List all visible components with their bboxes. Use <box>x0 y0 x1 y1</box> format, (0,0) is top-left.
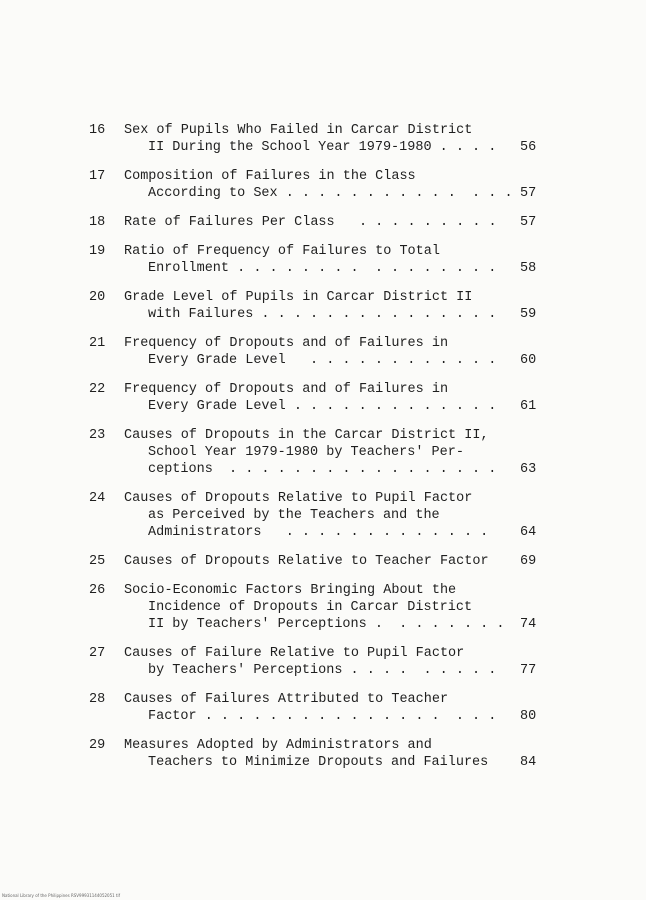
title-line: Every Grade Level . . . . . . . . . . . . <box>148 353 497 368</box>
toc-entry <box>89 490 569 541</box>
table-number: 27 <box>89 646 106 661</box>
title-line: Grade Level of Pupils in Carcar District II <box>124 290 473 305</box>
toc-entry <box>89 214 569 231</box>
title-line: Composition of Failures in the Class <box>124 169 416 184</box>
title-line: Factor . . . . . . . . . . . . . . . . . . <box>148 709 497 724</box>
page-number: 57 <box>520 186 537 201</box>
page-number: 58 <box>520 261 537 276</box>
title-line: Administrators . . . . . . . . . . . . . <box>148 525 489 540</box>
title-line: II by Teachers' Perceptions . . . . . . . . <box>148 617 505 632</box>
page-number: 64 <box>520 525 537 540</box>
title-line: Rate of Failures Per Class . . . . . . . . . <box>124 215 497 230</box>
toc-entry <box>89 122 569 156</box>
table-title <box>124 645 569 679</box>
page-number: 74 <box>520 617 537 632</box>
page-number: 57 <box>520 215 537 230</box>
title-line: with Failures . . . . . . . . . . . . . . . <box>148 307 497 322</box>
toc-entry <box>89 553 569 570</box>
page-number: 59 <box>520 307 537 322</box>
table-title <box>124 335 569 369</box>
toc-entry <box>89 691 569 725</box>
table-title <box>124 691 569 725</box>
title-line: Incidence of Dropouts in Carcar District <box>148 600 473 615</box>
table-title <box>124 582 569 633</box>
title-line: ceptions . . . . . . . . . . . . . . . . . <box>148 462 497 477</box>
title-line: Socio-Economic Factors Bringing About the <box>124 583 457 598</box>
title-line: Causes of Dropouts Relative to Pupil Factor <box>124 491 473 506</box>
table-number: 29 <box>89 738 106 753</box>
toc-entry <box>89 645 569 679</box>
title-line: Sex of Pupils Who Failed in Carcar District <box>124 123 473 138</box>
toc-entry <box>89 243 569 277</box>
page-number: 80 <box>520 709 537 724</box>
table-title <box>124 122 569 156</box>
table-number: 26 <box>89 583 106 598</box>
table-title <box>124 381 569 415</box>
page-number: 56 <box>520 140 537 155</box>
title-line: According to Sex . . . . . . . . . . . . . . <box>148 186 513 201</box>
title-line: Measures Adopted by Administrators and <box>124 738 432 753</box>
table-title <box>124 737 569 771</box>
title-line: as Perceived by the Teachers and the <box>148 508 440 523</box>
toc-entry <box>89 737 569 771</box>
toc-entry <box>89 168 569 202</box>
page-number: 69 <box>520 554 537 569</box>
title-line: Causes of Failure Relative to Pupil Factor <box>124 646 465 661</box>
title-line: Causes of Failures Attributed to Teacher <box>124 692 449 707</box>
toc-entry <box>89 582 569 633</box>
table-title <box>124 553 569 570</box>
title-line: Teachers to Minimize Dropouts and Failures <box>148 755 489 770</box>
title-line: Frequency of Dropouts and of Failures in <box>124 382 449 397</box>
toc-entry <box>89 335 569 369</box>
table-number: 23 <box>89 428 106 443</box>
title-line: Ratio of Frequency of Failures to Total <box>124 244 440 259</box>
table-title <box>124 243 569 277</box>
table-number: 19 <box>89 244 106 259</box>
title-line: Enrollment . . . . . . . . . . . . . . . . <box>148 261 497 276</box>
table-number: 22 <box>89 382 106 397</box>
table-title <box>124 427 569 478</box>
table-title <box>124 490 569 541</box>
table-number: 28 <box>89 692 106 707</box>
page-number: 77 <box>520 663 537 678</box>
table-number: 24 <box>89 491 106 506</box>
table-number: 21 <box>89 336 106 351</box>
scan-footer: National Library of the Philippines RSV99931144052051 tif <box>2 893 121 898</box>
toc-entry <box>89 381 569 415</box>
title-line: School Year 1979-1980 by Teachers' Per- <box>148 445 464 460</box>
title-line: Causes of Dropouts in the Carcar District II, <box>124 428 489 443</box>
table-number: 18 <box>89 215 106 230</box>
page-number: 60 <box>520 353 537 368</box>
table-number: 17 <box>89 169 106 184</box>
table-number: 16 <box>89 123 106 138</box>
table-number: 25 <box>89 554 106 569</box>
title-line: by Teachers' Perceptions . . . . . . . . . <box>148 663 497 678</box>
list-of-tables <box>89 122 569 783</box>
toc-entry <box>89 427 569 478</box>
table-title <box>124 168 569 202</box>
table-title <box>124 289 569 323</box>
page-number: 61 <box>520 399 537 414</box>
title-line: Frequency of Dropouts and of Failures in <box>124 336 449 351</box>
title-line: II During the School Year 1979-1980 . . . . <box>148 140 497 155</box>
title-line: Every Grade Level . . . . . . . . . . . . . <box>148 399 497 414</box>
table-number: 20 <box>89 290 106 305</box>
title-line: Causes of Dropouts Relative to Teacher Factor <box>124 554 489 569</box>
toc-entry <box>89 289 569 323</box>
page-number: 63 <box>520 462 537 477</box>
page-number: 84 <box>520 755 537 770</box>
table-title <box>124 214 569 231</box>
